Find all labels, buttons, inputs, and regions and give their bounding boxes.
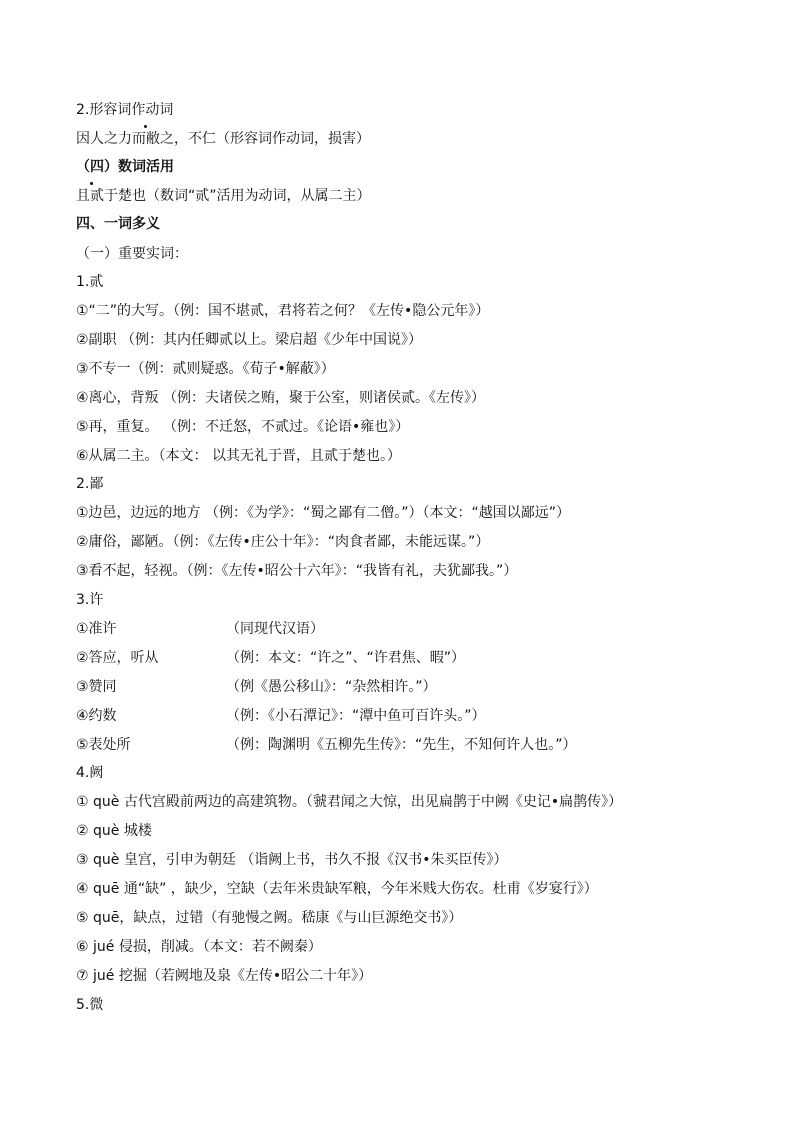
line-text: ①准许 (76, 621, 117, 637)
section-heading (76, 100, 173, 120)
line-text: （四）数词活用 (76, 159, 174, 175)
line-text: ⑦ jué 挖掘（若阙地及泉《左传•昭公二十年》） (76, 968, 373, 984)
line-text: ③看不起，轻视。（例：《左传•昭公十六年》：“我皆有礼，夫犹鄙我。”） (76, 563, 518, 579)
line-text: ⑥ jué 侵损，削减。（本文：若不阙秦） (76, 939, 322, 955)
line-text: 5.微 (76, 997, 104, 1013)
text-line (76, 359, 335, 379)
line-text: ⑤再，重复。 （例：不迁怒，不贰过。《论语•雍也》） (76, 419, 410, 435)
line-text: ④离心，背叛 （例：夫诸侯之贿，聚于公室，则诸侯贰。《左传》） (76, 390, 485, 406)
text-line (76, 648, 466, 668)
text-line (76, 388, 485, 408)
line-text: 4.阙 (76, 765, 104, 781)
subsection-label (76, 244, 188, 264)
text-line (76, 301, 489, 321)
definition-example: （例：《小石潭记》：“潭中鱼可百许头。”） (226, 708, 486, 724)
example-sentence (76, 129, 370, 149)
line-text: ③不专一（例：贰则疑惑。《荀子•解蔽》） (76, 361, 335, 377)
line-text: ④ quē 通“缺” ，缺少，空缺（去年米贵缺军粮，今年米贱大伤农。杜甫《岁宴行》） (76, 881, 598, 897)
line-text: ⑤表处所 (76, 737, 131, 753)
text-line (76, 330, 422, 350)
line-text: ②庸俗，鄙陋。（例：《左传•庄公十年》：“肉食者鄙，未能远谋。”） (76, 534, 490, 550)
text-line (76, 677, 437, 697)
part-heading (76, 214, 160, 234)
definition-example: （例：陶渊明《五柳先生传》：“先生，不知何许人也。”） (226, 737, 577, 753)
line-text: ② què 城楼 (76, 823, 152, 839)
text-line (76, 763, 103, 783)
line-text: 且贰于楚也（数词“贰”活用为动词，从属二主） (76, 188, 371, 204)
text-line (76, 850, 508, 870)
emphasis-dot (90, 182, 93, 185)
text-line (76, 821, 152, 841)
line-text: ②答应，听从 (76, 650, 159, 666)
subsection-heading (76, 157, 174, 177)
emphasis-dot (144, 125, 147, 128)
line-text: 1.贰 (76, 274, 104, 290)
line-text: （一）重要实词： (76, 246, 188, 262)
line-text: ③赞同 (76, 679, 117, 695)
text-line (76, 619, 324, 639)
example-sentence (76, 186, 371, 206)
line-text: ⑥从属二主。（本文： 以其无礼于晋，且贰于楚也。） (76, 448, 401, 464)
line-text: ①边邑，边远的地方 （例：《为学》：“蜀之鄙有二僧。”）（本文：“越国以鄙远”） (76, 505, 571, 521)
line-text: 2.形容词作动词 (76, 102, 174, 118)
line-text: ① què 古代宫殿前两边的高建筑物。（虢君闻之大惊，出见扁鹊于中阙《史记•扁鹊传》） (76, 794, 623, 810)
text-line (76, 590, 103, 610)
line-text: 2.鄙 (76, 476, 104, 492)
line-text: ⑤ quē，缺点，过错（有驰慢之阙。嵇康《与山巨源绝交书》） (76, 910, 463, 926)
line-text: 3.许 (76, 592, 104, 608)
text-line (76, 503, 570, 523)
text-line (76, 474, 103, 494)
definition-example: （同现代汉语） (226, 621, 324, 637)
line-text: ①“二”的大写。（例：国不堪贰，君将若之何？《左传•隐公元年》） (76, 303, 490, 319)
text-line (76, 706, 486, 726)
text-line (76, 792, 622, 812)
text-line (76, 908, 462, 928)
line-text: ④约数 (76, 708, 117, 724)
text-line (76, 966, 372, 986)
text-line (76, 272, 103, 292)
text-line (76, 735, 577, 755)
line-text: 四、一词多义 (76, 216, 160, 232)
text-line (76, 417, 409, 437)
text-line (76, 879, 598, 899)
text-line (76, 995, 103, 1015)
text-line (76, 446, 401, 466)
definition-example: （例：本文：“许之”、“许君焦、暇”） (226, 650, 466, 666)
line-text: ②副职 （例：其内任卿贰以上。梁启超《少年中国说》） (76, 332, 422, 348)
line-text: 因人之力而敝之，不仁（形容词作动词，损害） (76, 131, 370, 147)
definition-example: （例《愚公移山》：“杂然相许。”） (226, 679, 437, 695)
text-line (76, 561, 517, 581)
line-text: ③ què 皇宫，引申为朝廷 （诣阙上书，书久不报《汉书•朱买臣传》） (76, 852, 508, 868)
text-line (76, 532, 489, 552)
text-line (76, 937, 322, 957)
